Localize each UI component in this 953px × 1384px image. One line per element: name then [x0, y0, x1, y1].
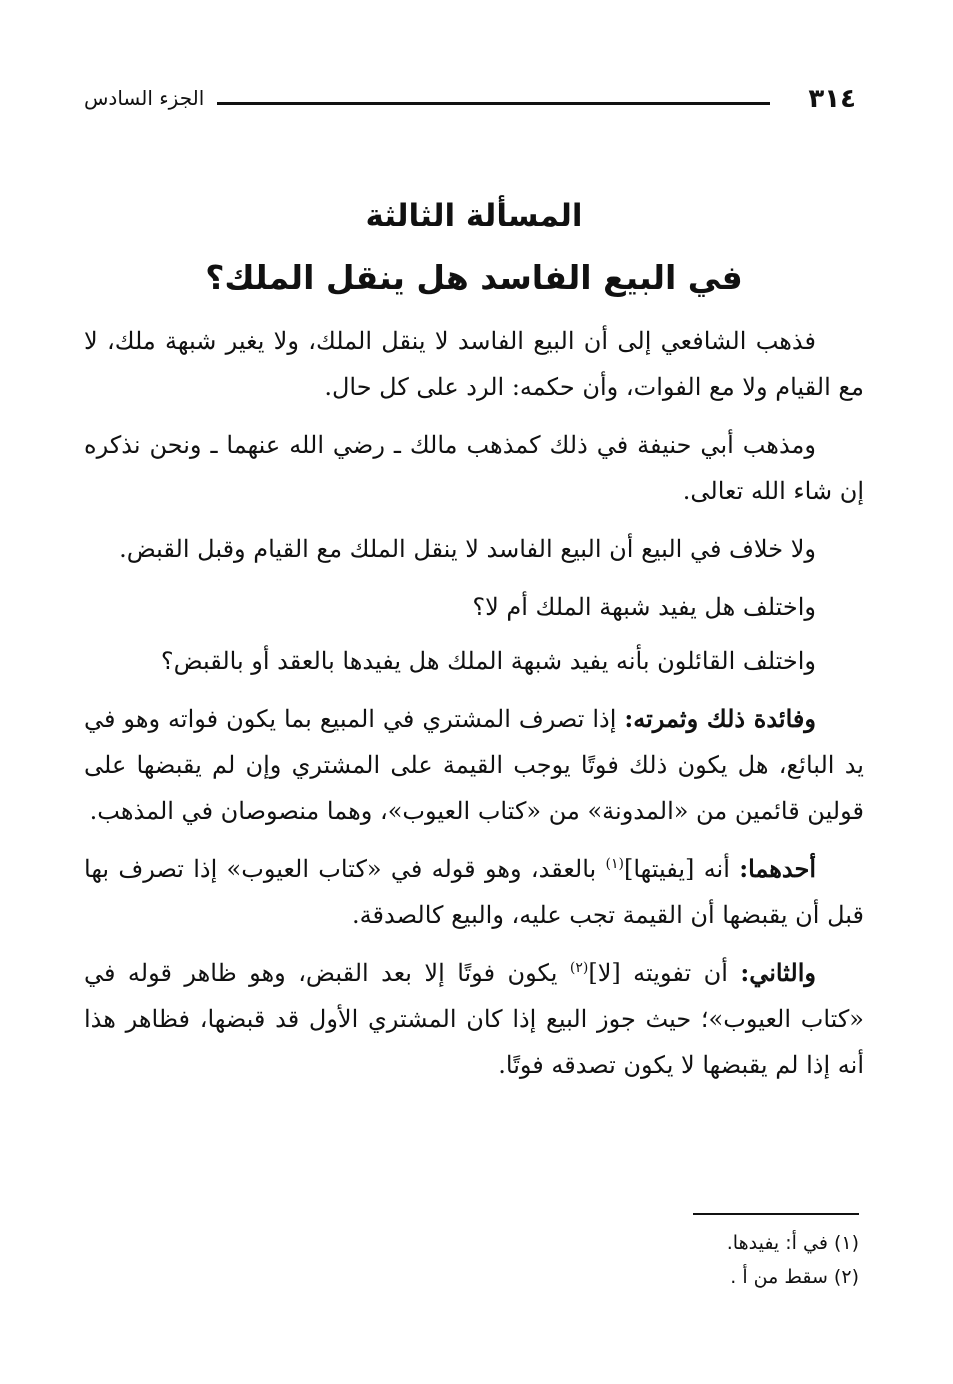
part-title: الجزء السادس [84, 86, 205, 110]
first-opinion-text-a: أنه [يفيتها] [624, 855, 740, 883]
first-opinion-text-b: بالعقد، وهو قوله في «كتاب العيوب» إذا تصرف بها قبل أن يقبضها أن القيمة تجب عليه، والبيع كالصدقة. [84, 855, 864, 929]
paragraph-second-opinion [84, 950, 864, 1088]
second-opinion-text-a: أن تفويته [لا] [588, 959, 741, 987]
footnote-1: (١) في أ: يفيدها. [726, 1232, 859, 1254]
footnote-ref-2: (٢) [569, 960, 589, 976]
benefit-lead: وفائدة ذلك وثمرته: [624, 704, 816, 733]
footnote-ref-1: (١) [605, 856, 624, 872]
paragraph-first-opinion [84, 846, 864, 938]
page-number: ٣١٤ [808, 84, 856, 114]
topic-heading: في البيع الفاسد هل ينقل الملك؟ [205, 258, 743, 297]
paragraph-abu-hanifa: ومذهب أبي حنيفة في ذلك كمذهب مالك ـ رضي الله عنهما ـ ونحن نذكره إن شاء الله تعالى. [84, 431, 864, 505]
paragraph-no-dispute: ولا خلاف في البيع أن البيع الفاسد لا ينقل الملك مع القيام وقبل القبض. [119, 535, 816, 563]
footnotes [159, 1226, 859, 1294]
body-text [84, 318, 864, 1100]
paragraph-disagreement-2: واختلف القائلون بأنه يفيد شبهة الملك هل يفيدها بالعقد أو بالقبض؟ [160, 647, 816, 675]
benefit-text: إذا تصرف المشتري في المبيع بما يكون فواته وهو في يد البائع، هل يكون ذلك فوتًا يوجب القيمة على المشتري وإن لم يقبضها على قولين قائمين من «المدونة» من «كتاب العيوب»، وهما منصوصان في المذهب. [84, 705, 864, 825]
second-opinion-lead: والثاني: [740, 958, 816, 987]
running-header [84, 84, 856, 118]
paragraph-disagreement: واختلف هل يفيد شبهة الملك أم لا؟ [472, 593, 816, 621]
first-opinion-lead: أحدهما: [739, 854, 817, 883]
issue-heading: المسألة الثالثة [365, 198, 583, 234]
paragraph-benefit [84, 696, 864, 834]
footnote-rule [693, 1213, 859, 1215]
header-rule [217, 102, 770, 105]
second-opinion-text-b: يكون فوتًا إلا بعد القبض، وهو ظاهر قوله في «كتاب العيوب»؛ حيث جوز البيع إذا كان المشتري الأول قد قبضها، فظاهر هذا أنه إذا لم يقبضها لا يكون تصدقه فوتًا. [84, 959, 864, 1079]
footnote-2: (٢) سقط من أ . [730, 1266, 859, 1288]
paragraph-shafii: فذهب الشافعي إلى أن البيع الفاسد لا ينقل الملك، ولا يغير شبهة ملك، لا مع القيام ولا مع الفوات، وأن حكمه: الرد على كل حال. [84, 327, 864, 401]
